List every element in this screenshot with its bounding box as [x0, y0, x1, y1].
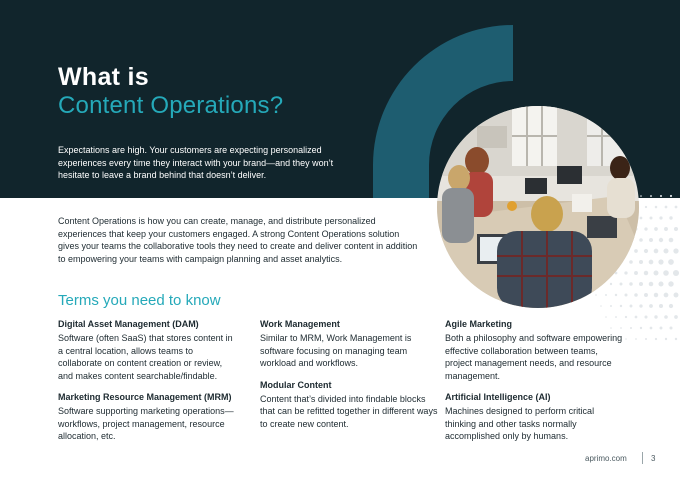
- pattern-dot: [620, 283, 623, 286]
- pattern-dot: [664, 315, 668, 319]
- pattern-dot: [610, 305, 612, 307]
- pattern-dot: [675, 338, 677, 340]
- pattern-dot: [620, 305, 622, 307]
- term-title: Work Management: [260, 319, 340, 329]
- page-title-line-1: What is: [58, 63, 149, 91]
- pattern-dot: [670, 195, 672, 197]
- pattern-dot: [663, 248, 668, 253]
- pattern-dot: [649, 304, 653, 308]
- pattern-dot: [630, 327, 632, 329]
- pattern-dot: [668, 281, 673, 286]
- term-description: Content that’s divided into findable blocks that can be refitted together in different ways to create new content.: [260, 393, 438, 429]
- pattern-dot: [650, 195, 652, 197]
- term-mrm: [58, 391, 236, 443]
- pattern-dot: [658, 259, 663, 264]
- pattern-dot: [630, 305, 633, 308]
- term-description: Software (often SaaS) that stores content in a central location, allows teams to collaborate on content creation or review, and makes content searchable/findable.: [58, 333, 233, 381]
- pattern-dot: [650, 217, 653, 220]
- pattern-dot: [675, 206, 678, 209]
- term-ai: [445, 391, 623, 443]
- pattern-dot: [655, 338, 657, 340]
- pattern-dot: [640, 217, 643, 220]
- pattern-dot: [649, 282, 654, 287]
- pattern-dot: [669, 304, 673, 308]
- pattern-dot: [665, 338, 667, 340]
- pattern-dot: [674, 293, 679, 298]
- pattern-dot: [653, 270, 658, 275]
- pattern-dot: [650, 327, 653, 330]
- office-team-photo: [437, 106, 639, 308]
- pattern-dot: [664, 293, 669, 298]
- pattern-dot: [644, 315, 647, 318]
- pattern-dot: [668, 259, 674, 265]
- pattern-dot: [658, 281, 663, 286]
- pattern-dot: [600, 305, 602, 307]
- footer-site-link[interactable]: aprimo.com: [585, 454, 627, 463]
- pattern-dot: [674, 227, 678, 231]
- term-title: Artificial Intelligence (AI): [445, 392, 551, 402]
- pattern-dot: [659, 304, 663, 308]
- pattern-dot: [639, 304, 642, 307]
- pattern-dot: [649, 260, 654, 265]
- term-description: Both a philosophy and software empowering effective collaboration between teams, project management needs, and resource management.: [445, 333, 623, 381]
- pattern-dot: [625, 294, 628, 297]
- term-dam: [58, 318, 236, 382]
- pattern-dot: [634, 249, 638, 253]
- terms-column-3: [445, 318, 623, 452]
- terms-heading: Terms you need to know: [58, 292, 221, 309]
- term-agile-marketing: [445, 318, 623, 382]
- pattern-dot: [595, 294, 597, 296]
- pattern-dot: [654, 293, 658, 297]
- terms-column-2: [260, 318, 438, 439]
- pattern-dot: [625, 338, 627, 340]
- pattern-dot: [605, 294, 607, 296]
- pattern-dot: [673, 270, 679, 276]
- pattern-dot: [669, 216, 672, 219]
- pattern-dot: [634, 271, 638, 275]
- term-description: Machines designed to perform critical thinking and other tasks normally accomplished only by humans.: [445, 406, 595, 441]
- pattern-dot: [660, 195, 662, 197]
- pattern-dot: [625, 316, 627, 318]
- pattern-dot: [635, 338, 637, 340]
- pattern-dot: [644, 249, 648, 253]
- pattern-dot: [669, 238, 674, 243]
- pattern-dot: [644, 227, 647, 230]
- pattern-dot: [664, 227, 668, 231]
- pattern-dot: [645, 206, 647, 208]
- pattern-dot: [635, 316, 638, 319]
- intro-text: Expectations are high. Your customers are expecting personalized experiences every time they interact with your brand—and they won’t hesitate to leave a brand behind that doesn’t deliver.: [58, 145, 334, 180]
- pattern-dot: [665, 206, 668, 209]
- term-title: Marketing Resource Management (MRM): [58, 392, 232, 402]
- pattern-dot: [649, 238, 653, 242]
- pattern-dot: [663, 270, 669, 276]
- term-title: Agile Marketing: [445, 319, 513, 329]
- term-title: Digital Asset Management (DAM): [58, 319, 199, 329]
- pattern-dot: [639, 260, 643, 264]
- term-description: Software supporting marketing operations—workflows, project management, resource allocation, etc.: [58, 406, 234, 441]
- pattern-dot: [629, 260, 633, 264]
- pattern-dot: [655, 206, 658, 209]
- pattern-dot: [669, 326, 672, 329]
- pattern-dot: [654, 227, 658, 231]
- pattern-dot: [674, 315, 678, 319]
- pattern-dot: [660, 327, 663, 330]
- pattern-dot: [629, 282, 632, 285]
- page-number: 3: [651, 454, 656, 463]
- pattern-dot: [644, 293, 648, 297]
- term-work-management: [260, 318, 438, 370]
- pattern-dot: [624, 271, 627, 274]
- pattern-dot: [673, 248, 678, 253]
- pattern-dot: [639, 238, 643, 242]
- pattern-dot: [654, 315, 657, 318]
- term-description: Similar to MRM, Work Management is software focusing on managing team workload and workflows.: [260, 333, 412, 368]
- pattern-dot: [634, 293, 638, 297]
- term-title: Modular Content: [260, 379, 332, 390]
- terms-column-1: [58, 318, 236, 452]
- pattern-dot: [615, 294, 617, 296]
- pattern-dot: [639, 282, 643, 286]
- pattern-dot: [610, 283, 612, 285]
- pattern-dot: [645, 338, 647, 340]
- pattern-dot: [659, 216, 662, 219]
- page-title-line-2: Content Operations?: [58, 92, 284, 119]
- pattern-dot: [659, 238, 663, 242]
- body-paragraph: Content Operations is how you can create, manage, and distribute personalized experiences that keep your customers engaged. A strong Content Operations solution gives your teams the collaborative tools they need to create and deliver content in addition to empowering your teams with campaign planning and asset analytics.: [58, 216, 418, 264]
- term-modular-content: [260, 379, 438, 431]
- footer-divider: [642, 452, 643, 464]
- pattern-dot: [640, 327, 642, 329]
- pattern-dot: [654, 249, 659, 254]
- pattern-dot: [644, 271, 648, 275]
- pattern-dot: [640, 195, 642, 197]
